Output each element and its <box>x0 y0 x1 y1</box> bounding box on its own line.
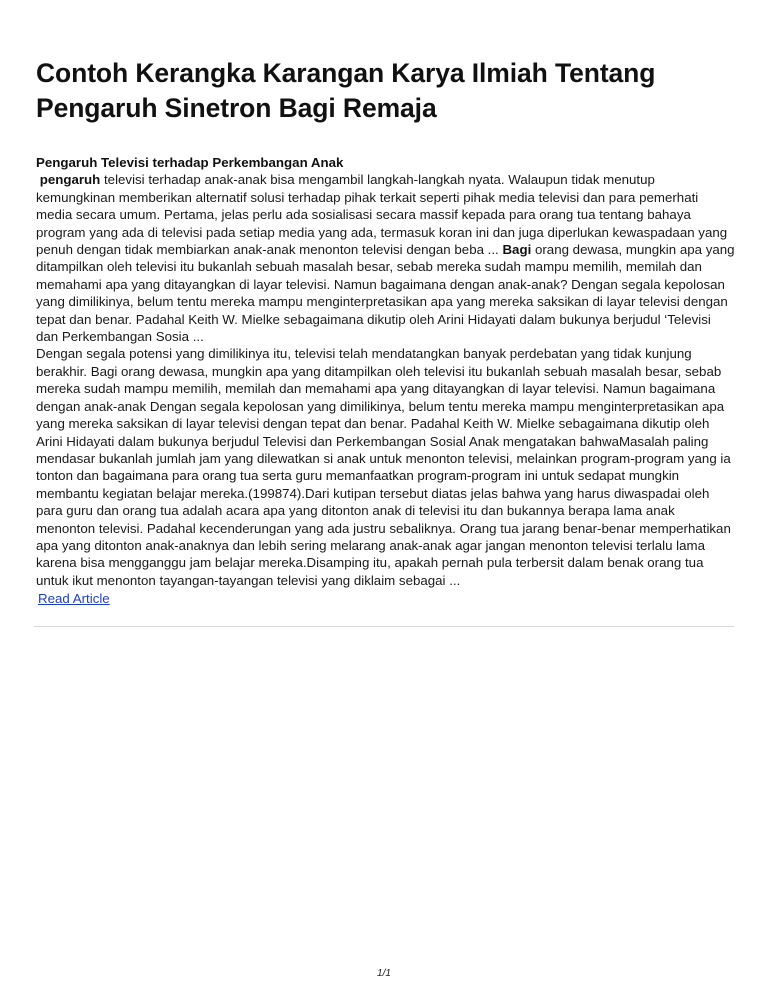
para1-bold-bagi: Bagi <box>502 242 532 258</box>
document-body <box>36 56 736 609</box>
page-title <box>36 56 736 126</box>
para1-text: televisi terhadap anak-anak bisa mengambil langkah-langkah nyata. Walaupun tidak menutup kemungkinan memberikan alternatif solusi terhadap pihak terkait seperti pihak media televisi dan para pemerhati media secara umum. Pertama, jelas perlu ada sosialisasi secara massif kepada para orang tua tentang bahaya program yang ada di televisi pada setiap media yang ada, termasuk koran ini dan juga diperlukan kewaspadaan yang penuh dengan tidak membiarkan anak-anak menonton televisi dengan beba ... <box>36 172 728 258</box>
para1-text-2: orang dewasa, mungkin apa yang ditampilkan oleh televisi itu bukanlah sebuah masalah besar, sebab mereka sudah mampu memilih, memilah dan memahami apa yang ditayangkan di layar televisi. Namun bagaimana dengan anak-anak? Dengan segala kepolosan yang dimilikinya, belum tentu mereka mampu menginterpretasikan apa yang mereka saksikan di layar televisi dengan tepat dan benar. Padahal Keith W. Mielke sebagaimana dikutip oleh Arini Hidayati dalam bukunya berjudul ‘Televisi dan Perkembangan Sosia ... <box>36 242 735 345</box>
title-line-1: Contoh Kerangka Karangan Karya Ilmiah Tentang <box>36 58 656 88</box>
section-heading: Pengaruh Televisi terhadap Perkembangan Anak <box>36 155 344 170</box>
read-article-link[interactable]: Read Article <box>38 591 110 607</box>
paragraph-1 <box>36 171 736 345</box>
title-line-2: Pengaruh Sinetron Bagi Remaja <box>36 93 437 123</box>
para1-bold-lead: pengaruh <box>39 172 101 188</box>
page-number: 1/1 <box>377 968 391 979</box>
section-divider <box>34 626 734 627</box>
paragraph-2: Dengan segala potensi yang dimilikinya itu, televisi telah mendatangkan banyak perdebatan yang tidak kunjung berakhir. Bagi orang dewasa, mungkin apa yang ditampilkan oleh televisi itu bukanlah sebuah masalah besar, sebab mereka sudah mampu memilih, memilah dan memahami apa yang ditayangkan di layar televisi. Namun bagaimana dengan anak-anak Dengan segala kepolosan yang dimilikinya, belum tentu mereka mampu menginterpretasikan apa yang mereka saksikan di layar televisi dengan tepat dan benar. Padahal Keith W. Mielke sebagaimana dikutip oleh Arini Hidayati dalam bukunya berjudul Televisi dan Perkembangan Sosial Anak mengatakan bahwaMasalah paling mendasar bukanlah jumlah jam yang dilewatkan si anak untuk menonton televisi, melainkan program-program yang ia tonton dan bagaimana para orang tua serta guru memanfaatkan program-program ini untuk sedapat mungkin membantu kegiatan belajar mereka.(199874).Dari kutipan tersebut diatas jelas bahwa yang harus diwaspadai oleh para guru dan orang tua adalah acara apa yang ditonton anak di televisi itu dan bukannya berapa lama anak menonton televisi. Padahal kecenderungan yang ada justru sebaliknya. Orang tua jarang benar-benar memperhatikan apa yang ditonton anak-anaknya dan lebih sering melarang anak-anak agar jangan menonton televisi terlalu lama karena bisa mengganggu jam belajar mereka.Disamping itu, apakah pernah pula terbersit dalam benak orang tua untuk ikut menonton tayangan-tayangan televisi yang diklaim sebagai ... <box>36 346 731 588</box>
